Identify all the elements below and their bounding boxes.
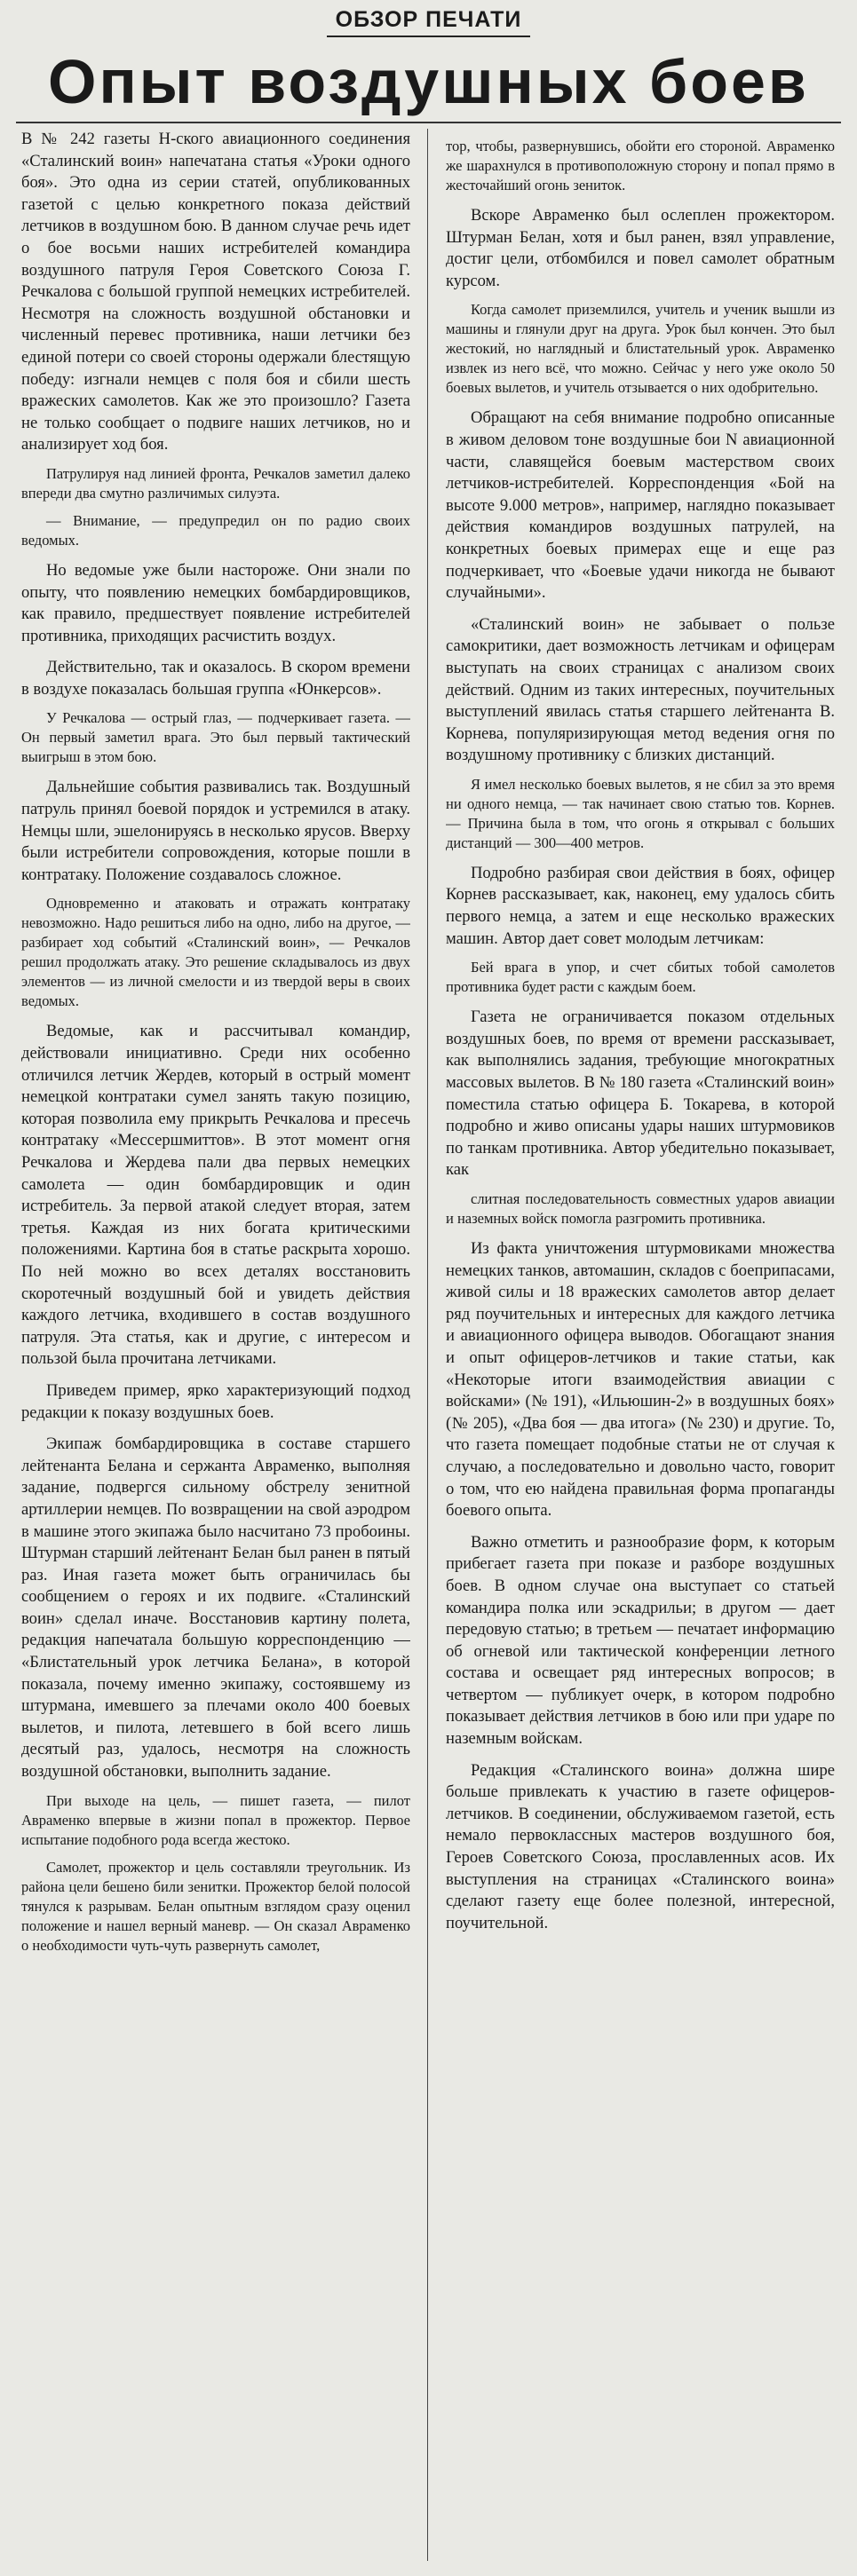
quote-paragraph: Когда самолет приземлился, учитель и ученик вышли из машины и глянули друг на друга. Урок был кончен. Это был жестокий, но наглядный и блистательный урок. Авраменко извлек из него всё, что можно. Сейчас у него уже около 50 боевых вылетов, и учитель отзывается о них одобрительно. bbox=[446, 301, 835, 397]
paragraph: В № 242 газеты Н-ского авиационного соединения «Сталинский воин» напечатана статья «Уроки одного боя». Это одна из серии статей, опубликованных газетой с целью конкретного показа действий летчиков в воздушном бою. В данном случае речь идет о бое восьми наших истребителей командира воздушного патруля Героя Советского Союза Г. Речкалова с большой группой немецких истребителей. Несмотря на сложность воздушной обстановки и численный перевес противника, наши летчики без единой потери со своей стороны одержали блестящую победу: изгнали немцев с поля боя и сбили шесть вражеских самолетов. Как же это произошло? Газета не только сообщает о подвиге наших летчиков, но и анализирует ход боя. bbox=[21, 130, 410, 454]
quote-paragraph: — Внимание, — предупредил он по радио своих ведомых. bbox=[21, 511, 410, 549]
paragraph: Подробно разбирая свои действия в боях, офицер Корнев рассказывает, как, наконец, ему удалось сбить первого немца, а затем и еще несколько вражеских машин. Автор дает совет молодым летчикам: bbox=[446, 863, 835, 948]
paragraph: Важно отметить и разнообразие форм, к которым прибегает газета при показе и разборе воздушных боев. В одном случае она выступает со статьей командира полка или эскадрильи; в другом — дает передовую статью; в третьем — печатает информацию об огневой или тактической конференции летного состава и освещает ряд интересных вопросов; в четвертом — публикует очерк, в котором подробно показывает действия летчиков в бою или при ударе по наземным войскам. bbox=[446, 1532, 835, 1749]
paragraph: Обращают на себя внимание подробно описанные в живом деловом тоне воздушные бои N авиационной части, славящейся боевым мастерством своих летчиков-истребителей. Корреспонденция «Бой на высоте 9.000 метров», например, наглядно показывает действия командиров воздушных патрулей, на конкретных боевых примерах еще и еще раз подчеркивает, что «Боевые удачи никогда не бывают случайными». bbox=[446, 408, 835, 603]
right-column bbox=[446, 129, 835, 2565]
article-title: Опыт воздушных боев bbox=[48, 47, 809, 116]
paragraph: Ведомые, как и рассчитывал командир, действовали инициативно. Среди них особенно отличился летчик Жердев, который в острый момент немецкой контратаки сумел занять такую позицию, которая позволила ему прикрыть Речкалова и пресечь контратаку «Мессершмиттов». В этот момент огня Речкалова и Жердева пали два первых немецких самолета — один бомбардировщик и один истребитель. За первой атакой следует вторая, затем третья. Каждая из них богата критическими положениями. Картина боя в статье раскрыта хорошо. По ней можно во всех деталях восстановить скоротечный воздушный бой и увидеть действия каждого летчика, входившего в состав воздушного патруля. Эта статья, как и другие, с интересом и пользой была прочитана летчиками. bbox=[21, 1022, 410, 1369]
title-rule bbox=[16, 122, 841, 123]
paragraph: Из факта уничтожения штурмовиками множества немецких танков, автомашин, складов с боеприпасами, живой силы и 18 вражеских самолетов автор делает ряд поучительных и интересных для каждого летчика и авиационного офицера выводов. Обогащают знания и опыт офицеров-летчиков и такие статьи, как «Некоторые итоги взаимодействия авиации с войсками» (№ 191), «Ильюшин-2» в воздушных боях» (№ 205), «Два боя — два итога» (№ 230) и другие. То, что газета помещает подобные статьи не от случая к случаю, а последовательно и довольно часто, говорит о том, что ею найдена правильная форма пропаганды боевого опыта. bbox=[446, 1239, 835, 1521]
left-column bbox=[21, 129, 410, 2565]
paragraph: Но ведомые уже были настороже. Они знали по опыту, что появлению немецких бомбардировщиков, как правило, предшествует появление истребителей противника, приходящих расчистить воздух. bbox=[21, 560, 410, 645]
paragraph: Приведем пример, ярко характеризующий подход редакции к показу воздушных боев. bbox=[21, 1380, 410, 1422]
paragraph: Экипаж бомбардировщика в составе старшего лейтенанта Белана и сержанта Авраменко, выполняя задание, подвергся сильному обстрелу зенитной артиллерии немцев. По возвращении на свой аэродром в машине этого экипажа было насчитано 73 пробоины. Штурман старший лейтенант Белан был ранен в пятый раз. Иная газета может быть ограничилась бы сообщением о героях и их подвиге. «Сталинский воин» сделал иначе. Восстановив картину полета, редакция напечатала большую корреспонденцию — «Блистательный урок летчика Белана», в которой показала, почему именно экипажу, состоявшему из штурмана, имевшего за плечами около 400 боевых вылетов, и пилота, летевшего в бой всего лишь десятый раз, удалось, несмотря на сложность воздушной обстановки, выполнить задание. bbox=[21, 1434, 410, 1782]
paragraph: Действительно, так и оказалось. В скором времени в воздухе показалась большая группа «Юнкерсов». bbox=[21, 658, 410, 699]
quote-paragraph: Я имел несколько боевых вылетов, я не сбил за это время ни одного немца, — так начинает свою статью тов. Корнев. — Причина была в том, что огонь я открывал с больших дистанций — 300—400 метров. bbox=[446, 775, 835, 851]
paragraph: Газета не ограничивается показом отдельных воздушных боев, по время от времени рассказывает, как выполнялись задания, требующие многократных массовых вылетов. В № 180 газета «Сталинский воин» поместила статью офицера Б. Токарева, в которой подробно и живо описаны удары наших штурмовиков по танкам противника. Автор убедительно показывает, как bbox=[446, 1007, 835, 1180]
quote-paragraph: Самолет, прожектор и цель составляли треугольник. Из района цели бешено били зенитки. Прожектор белой полосой тянулся к разрывам. Белан опытным взглядом сразу оценил положение и нашел верный маневр. — Он сказал Авраменко о необходимости чуть-чуть развернуть самолет, bbox=[21, 1858, 410, 1954]
quote-paragraph: слитная последовательность совместных ударов авиации и наземных войск помогла разгромить противника. bbox=[446, 1190, 835, 1227]
paragraph: «Сталинский воин» не забывает о пользе самокритики, дает возможность летчикам и офицерам выступать на своих страницах с анализом своих действий. Одним из таких интересных, поучительных выступлений явилась статья старшего лейтенанта В. Корнева, популяризирующая метод ведения огня по воздушному противнику с близких дистанций. bbox=[446, 614, 835, 765]
quote-paragraph: При выходе на цель, — пишет газета, — пилот Авраменко впервые в жизни попал в прожектор. Первое испытание подобного рода всегда жестоко. bbox=[21, 1791, 410, 1848]
quote-paragraph: У Речкалова — острый глаз, — подчеркивает газета. — Он первый заметил врага. Это был первый тактический выигрыш в этом бою. bbox=[21, 709, 410, 766]
paragraph: Дальнейшие события развивались так. Воздушный патруль принял боевой порядок и устремился в атаку. Немцы шли, эшелонируясь в несколько ярусов. Вверху были истребители сопровождения, которые пошли в контратаку. Положение создавалось сложное. bbox=[21, 778, 410, 884]
quote-paragraph: Одновременно и атаковать и отражать контратаку невозможно. Надо решиться либо на одно, либо на другое, — разбирает ход событий «Сталинский воин», — Речкалов решил продолжать атаку. Это решение складывалось из двух элементов — из личной смелости и из твердой веры в своих ведомых. bbox=[21, 895, 410, 1010]
rubric-label: ОБЗОР ПЕЧАТИ bbox=[327, 7, 531, 37]
paragraph: Редакция «Сталинского воина» должна шире больше привлекать к участию в газете офицеров-летчиков. В соединении, обслуживаемом газетой, есть немало первоклассных мастеров воздушного боя, Героев Советского Союза, прославленных асов. Их выступления на страницах «Сталинского воина» сделают газету еще более полезной, интересной, поучительной. bbox=[446, 1760, 835, 1932]
column-divider bbox=[427, 129, 428, 2561]
quote-paragraph: Бей врага в упор, и счет сбитых тобой самолетов противника будет расти с каждым боем. bbox=[446, 959, 835, 996]
quote-paragraph: Патрулируя над линией фронта, Речкалов заметил далеко впереди два смутно различимых силуэта. bbox=[21, 464, 410, 502]
rubric-header bbox=[0, 7, 857, 37]
quote-paragraph: тор, чтобы, развернувшись, обойти его стороной. Авраменко же шарахнулся в противоположную сторону и попал прямо в жесточайший огонь зениток. bbox=[446, 138, 835, 194]
paragraph: Вскоре Авраменко был ослеплен прожектором. Штурман Белан, хотя и был ранен, взял управление, достиг цели, отбомбился и повел самолет обратным курсом. bbox=[446, 206, 835, 290]
